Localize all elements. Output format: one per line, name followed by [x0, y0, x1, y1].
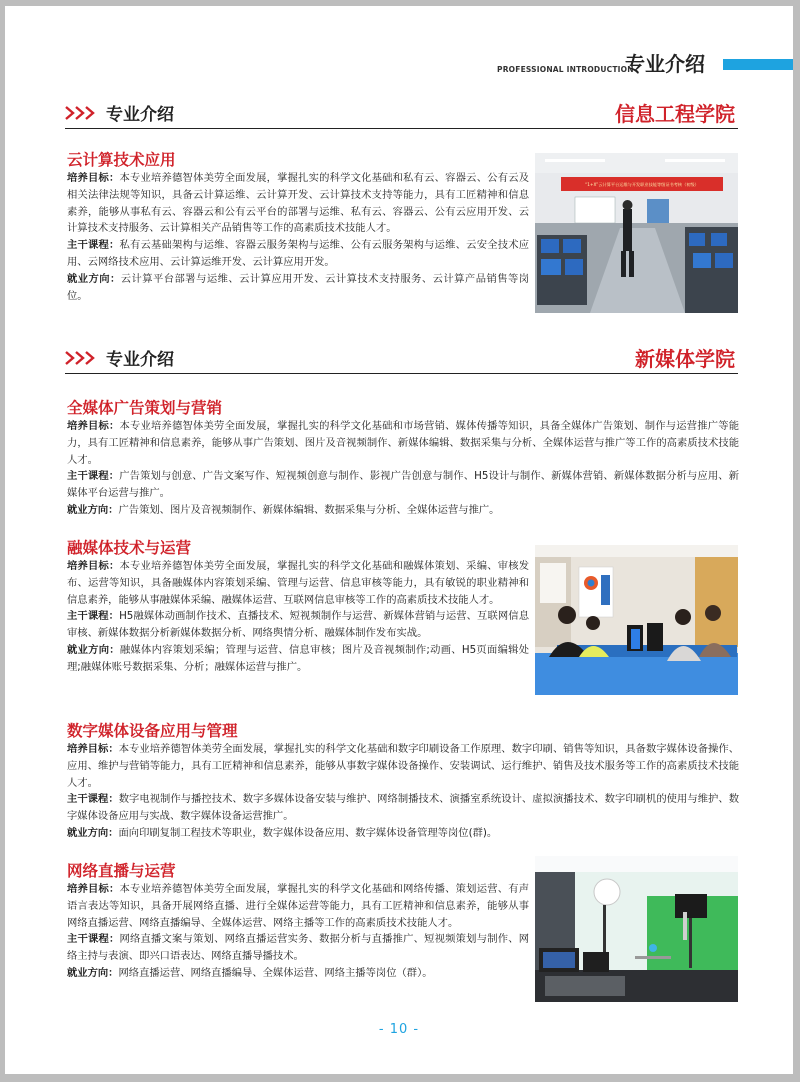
career-text: 广告策划、图片及音视频制作、新媒体编辑、数据采集与分析、全媒体运营与推广。	[118, 503, 500, 516]
section-title: 专业介绍	[106, 105, 174, 125]
goal-label: 培养目标：	[67, 420, 120, 432]
courses-text: 网络直播文案与策划、网络直播运营实务、数据分析与直播推广、短视频策划与制作、网络主持与表演、即兴口语表达、网络直播导播技术。	[67, 933, 530, 963]
goal-text: 本专业培养德智体美劳全面发展，掌握扎实的科学文化基础和融媒体策划、采编、审核发布、运营等知识，具备融媒体内容策划采编、管理与运营、信息审核等能力，具有敏锐的职业精神和信息素养，能够从事融媒体采编、融媒体运营、互联网信息审核等工作的高素质技术技能人才。	[67, 560, 530, 606]
section-divider	[65, 128, 738, 129]
career-label: 就业方向：	[67, 966, 119, 979]
program-title: 融媒体技术与运营	[67, 539, 192, 557]
header-accent-bar	[723, 59, 793, 70]
program-description	[67, 741, 739, 842]
courses-text: 数字电视制作与播控技术、数字多媒体设备安装与维护、网络制播技术、演播室系统设计、虚拟演播技术、数字印刷机的使用与维护、数字媒体设备应用与实战、数字媒体设备运营推广。	[67, 793, 740, 823]
courses-text: 私有云基础架构与运维、容器云服务架构与运维、公有云服务架构与运维、云安全技术应用、云网络技术应用、云计算运维开发、云计算应用开发。	[67, 239, 530, 268]
section-header-new-media	[5, 342, 793, 376]
career-text: 网络直播运营、网络直播编导、全媒体运营、网络主播等岗位（群）。	[118, 966, 433, 979]
goal-label: 培养目标：	[67, 743, 119, 755]
media-classroom-photo	[535, 545, 738, 695]
goal-label: 培养目标：	[67, 172, 120, 184]
program-description	[67, 881, 529, 982]
goal-text: 本专业培养德智体美劳全面发展，掌握扎实的科学文化基础和数字印刷设备工作原理、数字印刷、销售等知识，具备数字媒体设备操作、应用、维护与营销等能力，具有工匠精神和信息素养，能够从事数字媒体设备操作、安装调试、运行维护、销售及技术服务等工作的高素质技术技能人才。	[67, 743, 740, 789]
livestream-studio-photo	[535, 856, 738, 1002]
program-description	[67, 558, 529, 676]
courses-label: 主干课程：	[67, 933, 120, 946]
courses-label: 主干课程：	[67, 610, 120, 623]
career-label: 就业方向：	[67, 643, 120, 656]
program-description	[67, 418, 739, 519]
program-all-media-advertising	[67, 398, 739, 519]
program-title: 云计算技术应用	[67, 151, 176, 169]
header-english: PROFESSIONAL INTRODUCTION	[497, 65, 634, 74]
program-cloud-computing	[67, 150, 529, 304]
program-title: 网络直播与运营	[67, 862, 176, 880]
goal-text: 本专业培养德智体美劳全面发展，掌握扎实的科学文化基础和私有云、容器云、公有云及相关法律法规等知识，具备云计算运维、云计算开发、云计算技术支持等能力，具有工匠精神和信息素养，能够从事私有云、容器云和公有云平台的部署与运维、私有云、容器云、公有云应用开发、云计算技术支持服务、云计算相关产品销售等工作的高素质技术技能人才。	[67, 172, 530, 235]
header-title: 专业介绍	[625, 52, 705, 76]
goal-text: 本专业培养德智体美劳全面发展，掌握扎实的科学文化基础和市场营销、媒体传播等知识，具备全媒体广告策划、制作与运营推广等能力，具有工匠精神和信息素养，能够从事广告策划、图片及音视频制作、新媒体编辑、数据采集与分析、全媒体运营与推广等工作的高素质技术技能人才。	[67, 420, 740, 466]
career-label: 就业方向：	[67, 503, 119, 516]
courses-label: 主干课程：	[67, 239, 120, 252]
college-name: 信息工程学院	[615, 102, 735, 126]
program-title: 数字媒体设备应用与管理	[67, 722, 238, 740]
goal-label: 培养目标：	[67, 883, 120, 895]
courses-text: H5融媒体动画制作技术、直播技术、短视频制作与运营、新媒体营销与运营、互联网信息审核、新媒体数据分析新媒体数据分析、网络舆情分析、融媒体制作发布实战。	[67, 610, 529, 640]
section-title: 专业介绍	[106, 350, 174, 370]
program-digital-media-equipment	[67, 721, 739, 842]
program-title: 全媒体广告策划与营销	[67, 399, 223, 417]
goal-text: 本专业培养德智体美劳全面发展，掌握扎实的科学文化基础和网络传播、策划运营、有声语言表达等知识，具备开展网络直播、进行全媒体运营等能力，具有工匠精神和信息素养，能够从事网络直播运营、网络直播编导、全媒体运营、网络主播等工作的高素质技术技能人才。	[67, 883, 530, 929]
program-converged-media	[67, 538, 529, 676]
career-label: 就业方向：	[67, 272, 121, 285]
goal-label: 培养目标：	[67, 560, 120, 572]
program-description	[67, 170, 529, 304]
college-name: 新媒体学院	[635, 347, 735, 371]
section-divider	[65, 373, 738, 374]
program-live-streaming	[67, 861, 529, 982]
chevrons-icon	[65, 350, 101, 366]
career-text: 云计算平台部署与运维、云计算应用开发、云计算技术支持服务、云计算产品销售等岗位。	[67, 272, 530, 302]
computer-lab-photo	[535, 153, 738, 313]
courses-text: 广告策划与创意、广告文案写作、短视频创意与制作、影视广告创意与制作、H5设计与制作、新媒体营销、新媒体数据分析与应用、新媒体平台运营与推广。	[67, 470, 739, 500]
chevrons-icon	[65, 105, 101, 121]
career-label: 就业方向：	[67, 826, 119, 839]
lab-banner-text: “1+X”云计算平台运维与开发职业技能等级证书考核（初级）	[585, 182, 699, 187]
career-text: 融媒体内容策划采编；管理与运营、信息审核；图片及音视频制作;动画、H5页面编辑处理;融媒体账号数据采集、分析；融媒体运营与推广。	[67, 643, 530, 673]
courses-label: 主干课程：	[67, 793, 119, 806]
section-header-info-engineering	[5, 97, 793, 131]
brochure-page	[5, 6, 793, 1074]
career-text: 面向印刷复制工程技术等职业，数字媒体设备应用、数字媒体设备管理等岗位(群)。	[118, 826, 498, 839]
page-number: - 10 -	[378, 1022, 420, 1037]
courses-label: 主干课程：	[67, 470, 120, 483]
